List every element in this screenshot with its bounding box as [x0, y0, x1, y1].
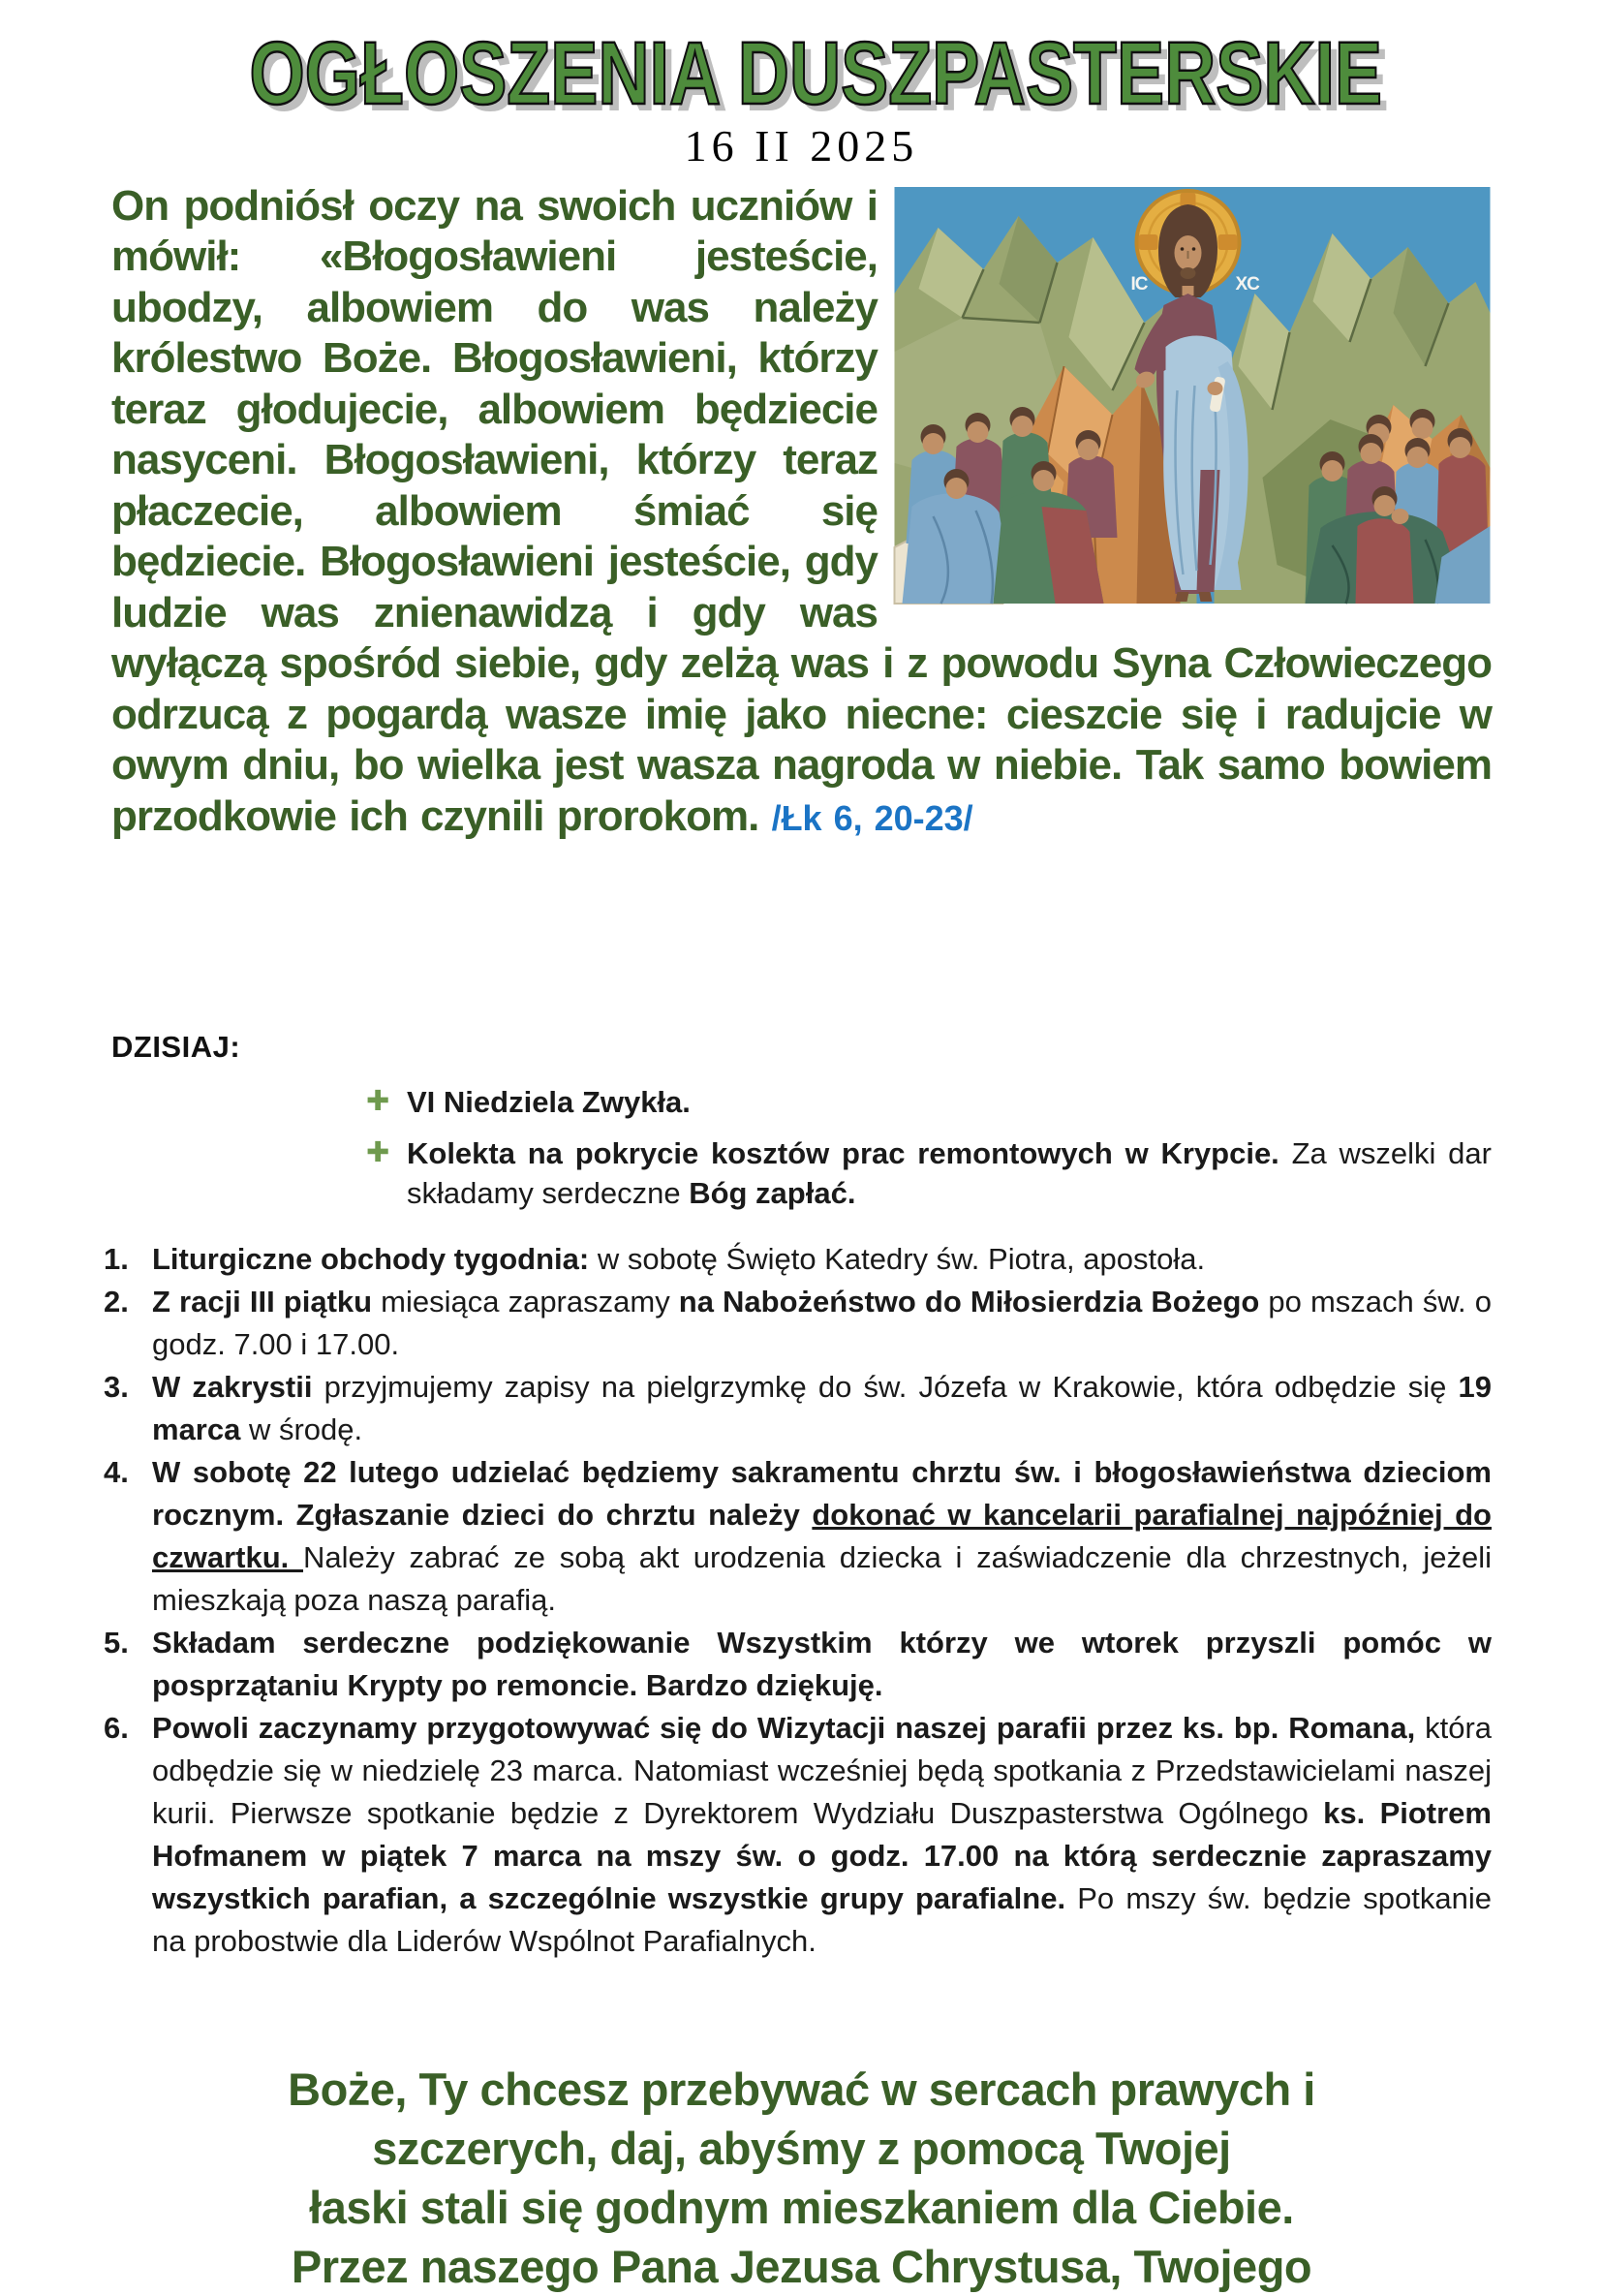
cross-bullet-icon: ✚: [366, 1136, 390, 1168]
bullet-text: VI Niedziela Zwykła.: [407, 1084, 691, 1119]
item-text: Powoli zaczynamy przygotowywać się do Wizytacji naszej parafii przez ks. bp. Romana, która odbędzie się w niedzielę 23 marca. Natomiast wcześniej będą spotkania z Przedstawicielami naszej kurii. Pierwsze spotkanie będzie z Dyrektorem Wydziału Duszpasterstwa Ogólnego ks. Piotrem Hofmanem w piątek 7 marca na mszy św. o godz. 17.00 na którą serdecznie zapraszamy wszystkich parafian, a szczególnie wszystkie grupy parafialne. Po mszy św. będzie spotkanie na probostwie dla Liderów Wspólnot Parafialnych.: [152, 1710, 1493, 1958]
item-number: 6.: [104, 1710, 129, 1745]
gospel-text: On podniósł oczy na swoich uczniów i mówił: «Błogosławieni jesteście, ubodzy, albowiem do was należy królestwo Boże. Błogosławieni, którzy teraz głodujecie, albowiem będziecie nasyceni. Błogosławieni, którzy teraz płaczecie, albowiem śmiać się będziecie. Błogosławieni jesteście, gdy ludzie was znienawidzą i gdy was wyłączą spośród siebie, gdy zelżą was i z powodu Syna Człowieczego odrzucą z pogardą wasze imię jako niecne: cieszcie się i radujcie w owym dniu, bo wielka jest wasza nagroda w niebie. Tak samo bowiem przodkowie ich czynili prorokom.: [111, 181, 1492, 840]
christogram-xc: XC: [1235, 273, 1259, 295]
date: 16 II 2025: [684, 120, 919, 171]
item-text: Liturgiczne obchody tygodnia: w sobotę Święto Katedry św. Piotra, apostoła.: [152, 1241, 1206, 1276]
list-item: [104, 1366, 1492, 1451]
gospel-citation: /Łk 6, 20-23/: [771, 797, 973, 838]
list-item: [104, 1622, 1492, 1707]
list-item: [366, 1082, 1492, 1122]
item-text: W zakrystii przyjmujemy zapisy na pielgrzymkę do św. Józefa w Krakowie, która odbędzie się 19 marca w środę.: [152, 1369, 1492, 1446]
list-item: [366, 1133, 1492, 1213]
prayer-line: Boże, Ty chcesz przebywać w sercach prawych i: [288, 2063, 1315, 2115]
item-number: 1.: [104, 1241, 129, 1276]
list-item: [104, 1281, 1492, 1366]
gospel-section: [111, 181, 1492, 977]
item-number: 3.: [104, 1369, 129, 1404]
item-text: Z racji III piątku miesiąca zapraszamy na Nabożeństwo do Miłosierdzia Bożego po mszach św. o godz. 7.00 i 17.00.: [152, 1284, 1492, 1361]
item-number: 4.: [104, 1454, 129, 1489]
item-number: 5.: [104, 1625, 129, 1660]
sermon-icon-image: [893, 187, 1492, 604]
bullet-text: Kolekta na pokrycie kosztów prac remontowych w Krypcie. Za wszelki dar składamy serdeczne Bóg zapłać.: [407, 1135, 1492, 1210]
today-section: [111, 1030, 1492, 1213]
christogram-ic: IC: [1130, 273, 1148, 295]
item-text: Składam serdeczne podziękowanie Wszystkim którzy we wtorek przyszli pomóc w posprzątaniu Krypty po remoncie. Bardzo dziękuję.: [152, 1625, 1492, 1702]
list-item: [104, 1451, 1492, 1622]
today-label: DZISIAJ:: [111, 1029, 241, 1064]
item-text: W sobotę 22 lutego udzielać będziemy sakramentu chrztu św. i błogosławieństwa dzieciom rocznym. Zgłaszanie dzieci do chrztu należy dokonać w kancelarii parafialnej najpóźniej do czwartku. Należy zabrać ze sobą akt urodzenia dziecka i zaświadczenie dla chrzestnych, jeżeli mieszkają poza naszą parafią.: [152, 1454, 1493, 1617]
announcement-list: [104, 1238, 1492, 1963]
list-item: [104, 1238, 1492, 1281]
item-number: 2.: [104, 1284, 129, 1319]
cross-bullet-icon: ✚: [366, 1085, 390, 1117]
prayer-line: łaski stali się godnym mieszkaniem dla Ciebie.: [309, 2181, 1294, 2233]
closing-prayer: [111, 2060, 1492, 2296]
prayer-line: szczerych, daj, abyśmy z pomocą Twojej: [372, 2122, 1231, 2174]
today-bullet-list: [366, 1082, 1492, 1213]
prayer-line: Przez naszego Pana Jezusa Chrystusa, Twojego: [291, 2240, 1312, 2292]
page-title: OGŁOSZENIA DUSZPASTERSKIE: [249, 24, 1383, 123]
list-item: [104, 1707, 1492, 1963]
header: [111, 0, 1492, 171]
